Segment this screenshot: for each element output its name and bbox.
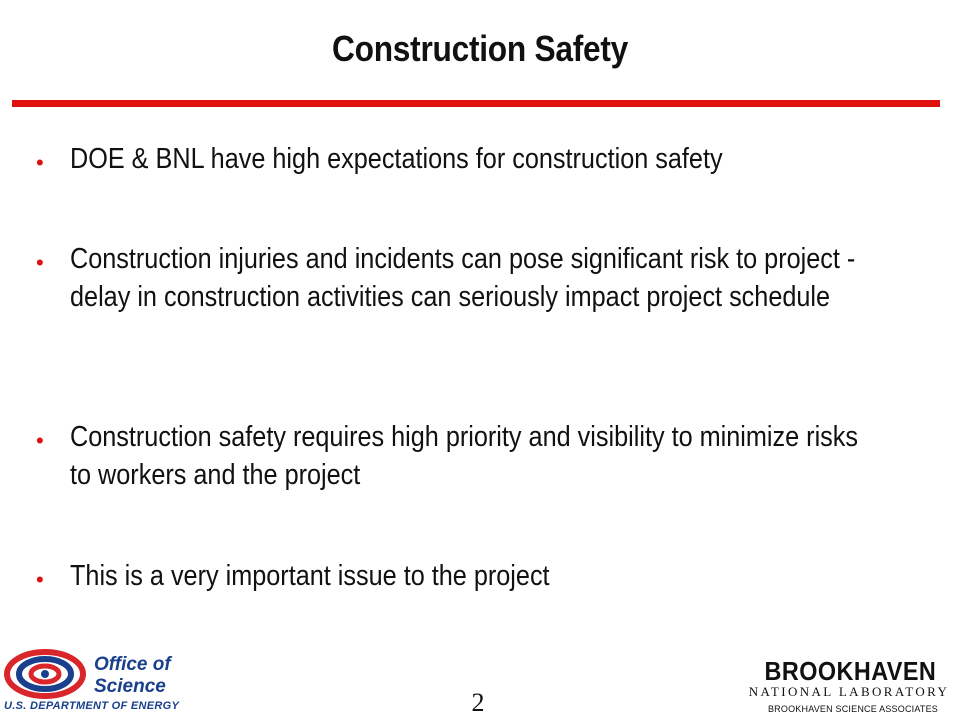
bullet-text: Construction safety requires high priority and visibility to minimize risks to workers and the project <box>70 421 859 491</box>
doe-logo-line2: Science <box>94 676 166 697</box>
bullet-text: This is a very important issue to the project <box>70 560 550 592</box>
title-divider <box>12 100 940 107</box>
brookhaven-logo-name: BROOKHAVEN <box>764 656 937 686</box>
doe-swirl-icon <box>6 650 84 698</box>
bullet-dot-icon: • <box>36 150 44 175</box>
bullet-text: Construction injuries and incidents can pose significant risk to project - delay in construction activities can seriously impact project schedule <box>70 243 856 313</box>
bullet-text: DOE & BNL have high expectations for construction safety <box>70 143 723 175</box>
bullet-dot-icon: • <box>36 250 44 275</box>
brookhaven-logo-subtitle: NATIONAL LABORATORY <box>748 684 950 699</box>
bullet-dot-icon: • <box>36 428 44 453</box>
doe-caption: U.S. DEPARTMENT OF ENERGY <box>4 700 180 712</box>
slide-title: Construction Safety <box>332 28 628 69</box>
bullet-dot-icon: • <box>36 567 44 592</box>
brookhaven-associates: BROOKHAVEN SCIENCE ASSOCIATES <box>767 704 938 714</box>
doe-logo-line1: Office of <box>94 654 171 675</box>
page-number: 2 <box>471 688 485 717</box>
